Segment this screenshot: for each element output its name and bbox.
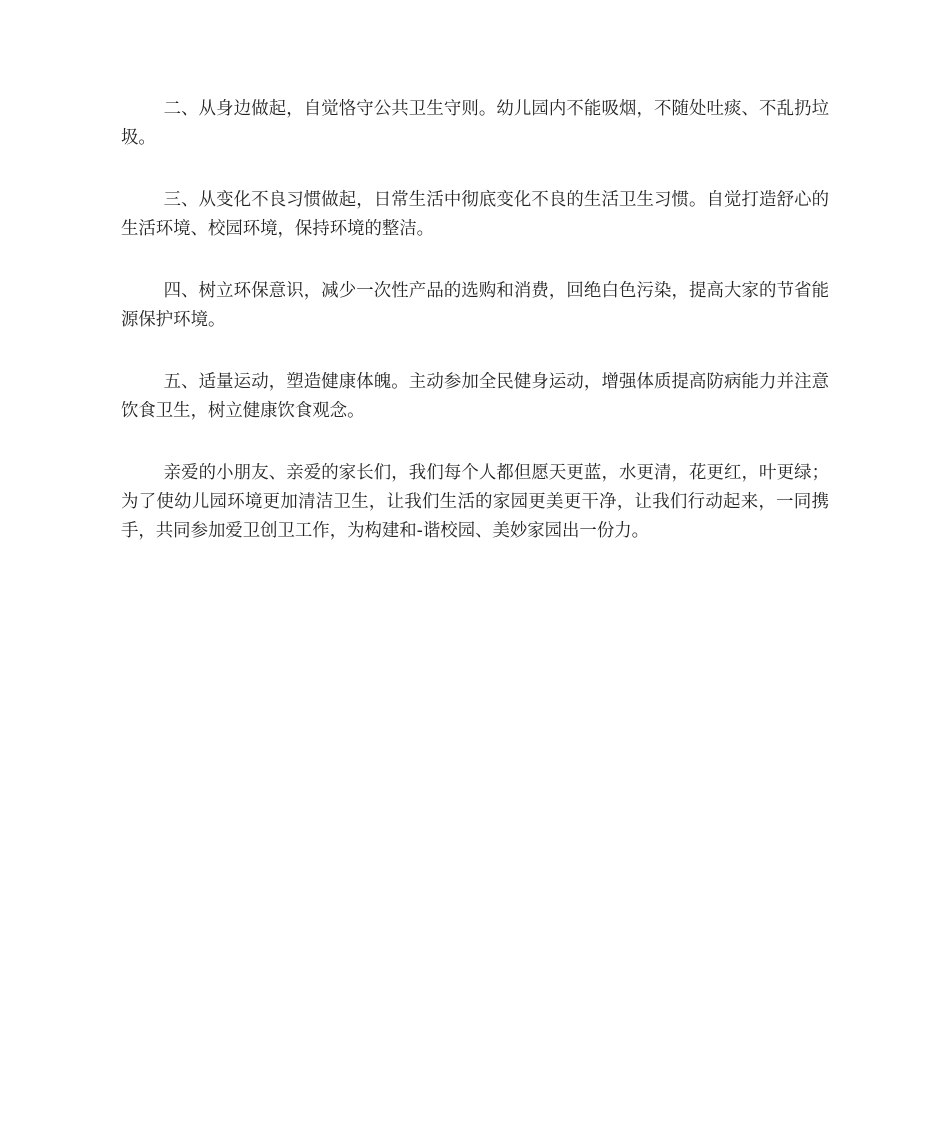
paragraph-closing: 亲爱的小朋友、亲爱的家长们，我们每个人都但愿天更蓝，水更清，花更红，叶更绿；为了使幼儿园环境更加清洁卫生，让我们生活的家园更美更干净，让我们行动起来，一同携手，共同参加爱卫创卫工作，为构建和-谐校园、美妙家园出一份力。 — [121, 463, 829, 541]
document-page — [121, 95, 829, 579]
paragraph-2: 二、从身边做起，自觉恪守公共卫生守则。幼儿园内不能吸烟，不随处吐痰、不乱扔垃圾。 — [121, 99, 829, 148]
paragraph-4: 四、树立环保意识，减少一次性产品的选购和消费，回绝白色污染，提高大家的节省能源保护环境。 — [121, 281, 829, 330]
paragraph-5: 五、适量运动，塑造健康体魄。主动参加全民健身运动，增强体质提高防病能力并注意饮食卫生，树立健康饮食观念。 — [121, 372, 829, 421]
paragraph-3: 三、从变化不良习惯做起，日常生活中彻底变化不良的生活卫生习惯。自觉打造舒心的生活环境、校园环境，保持环境的整洁。 — [121, 190, 829, 239]
